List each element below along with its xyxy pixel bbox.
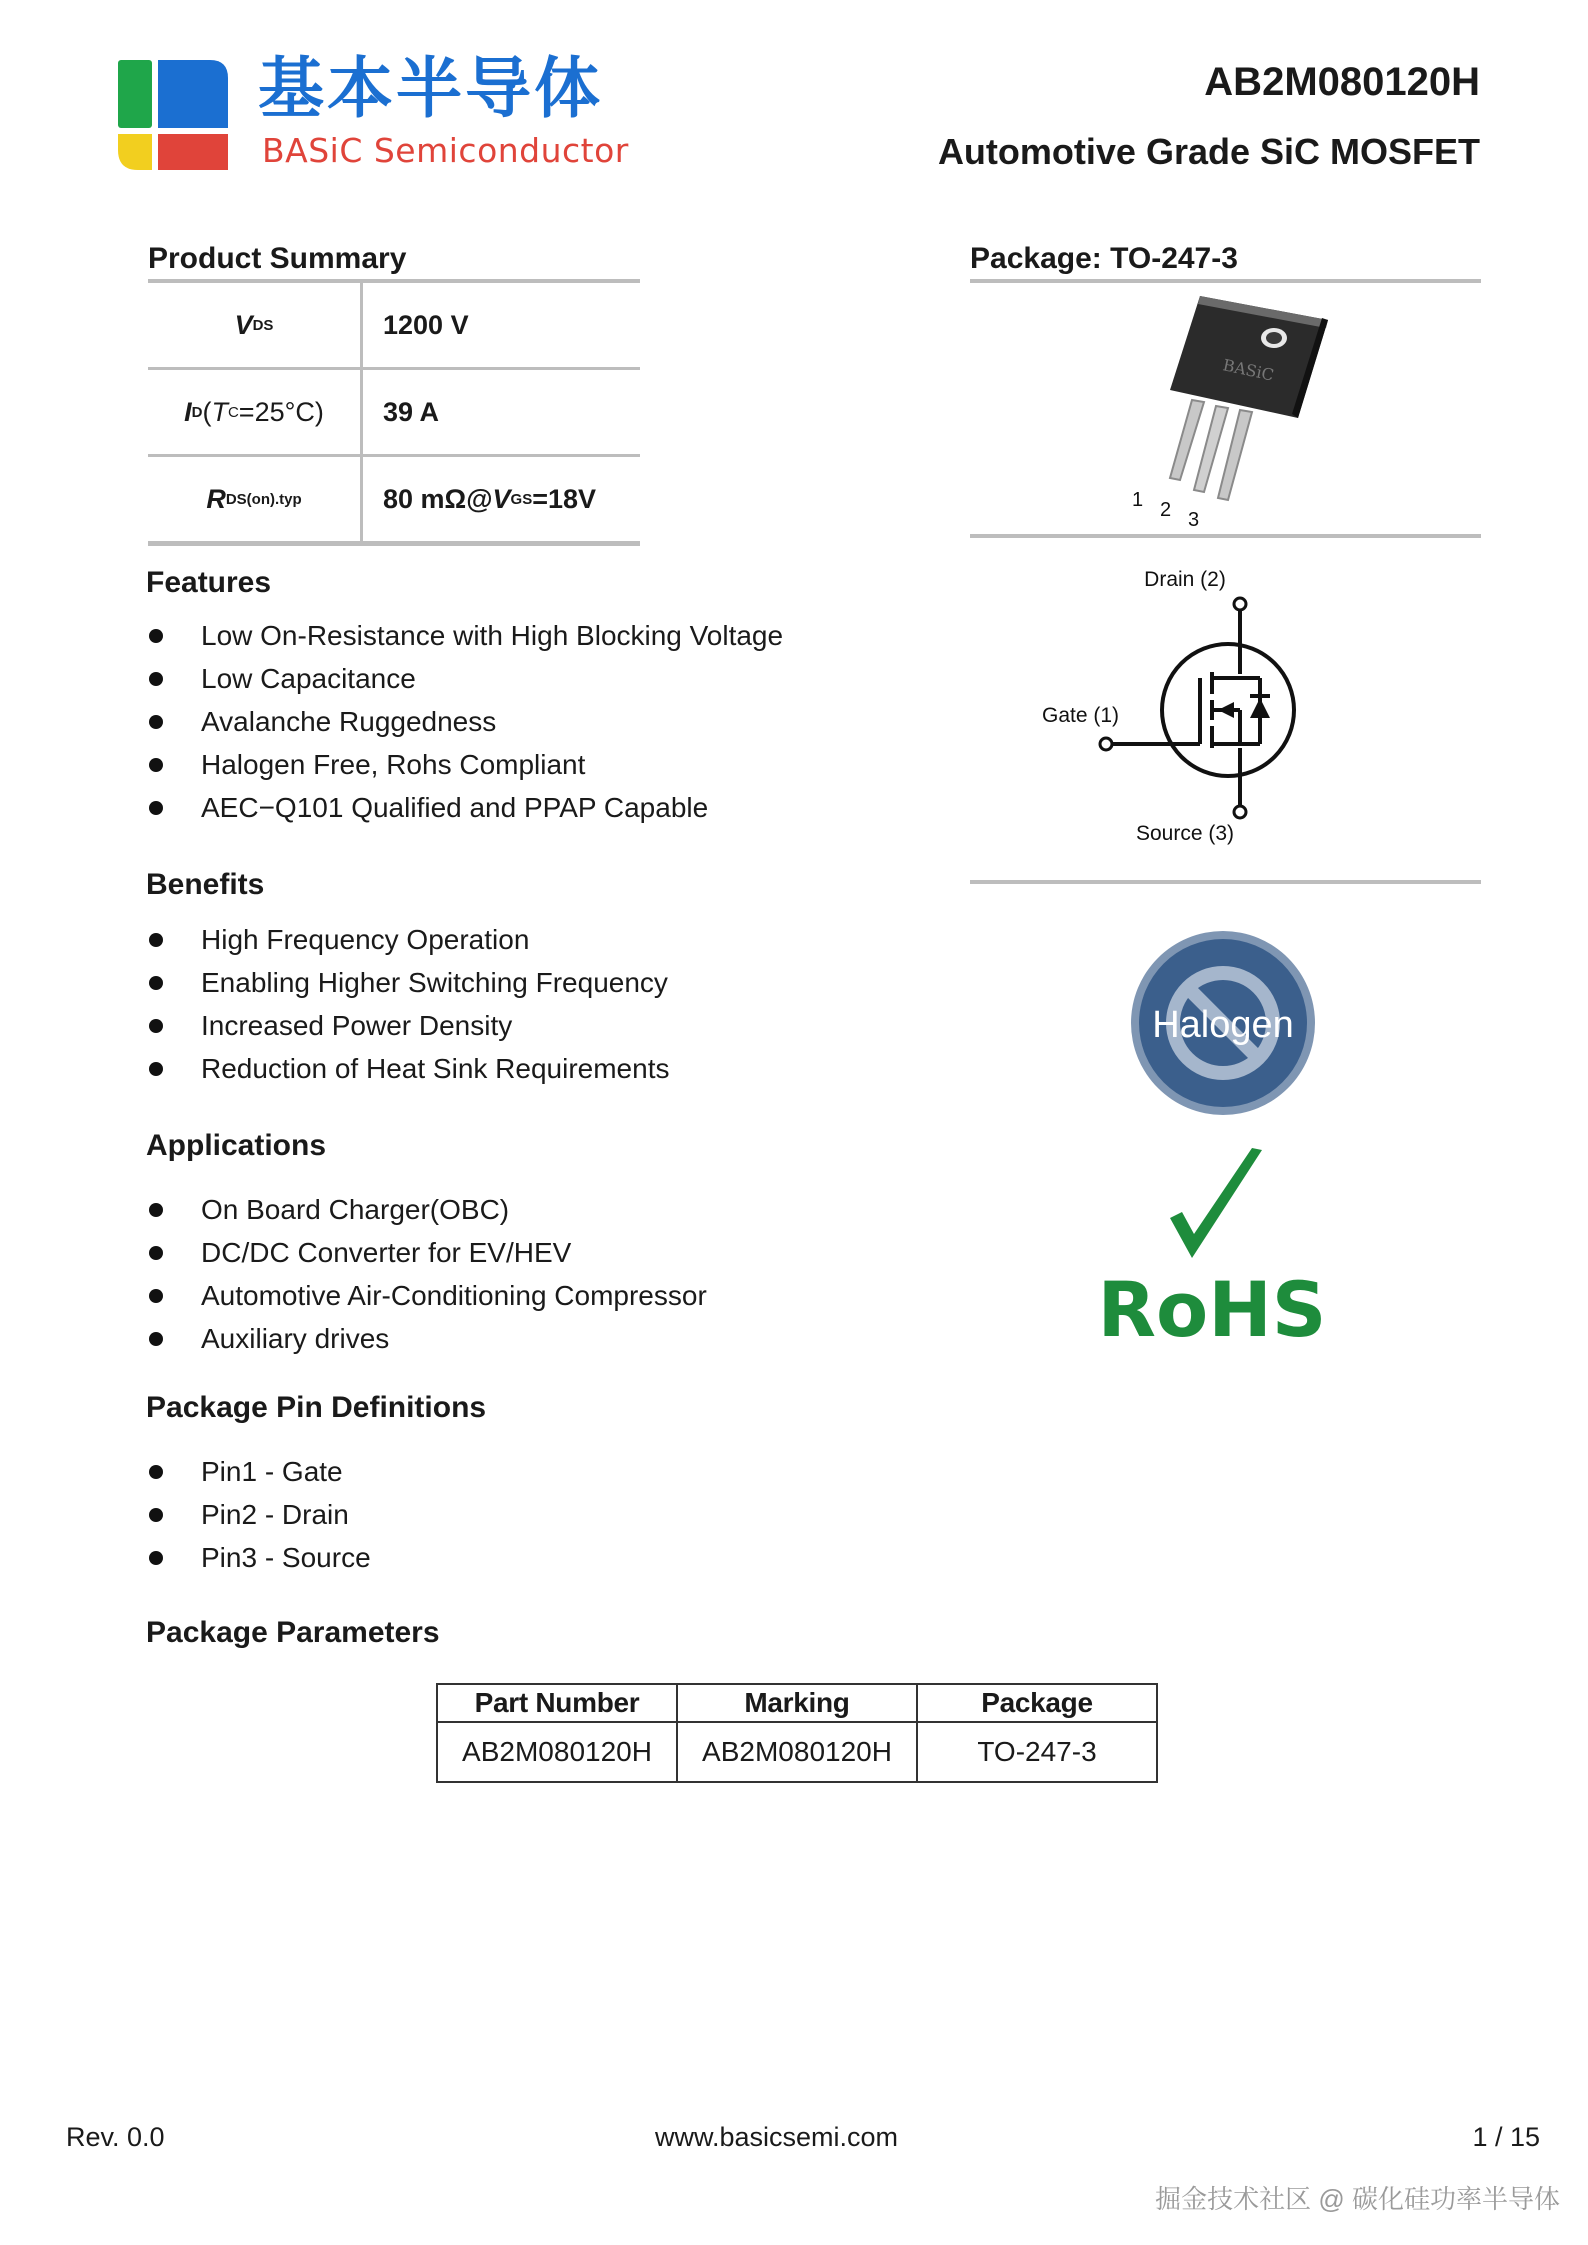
logo-chinese-name: 基本半导体: [258, 50, 603, 127]
bullet-icon: [149, 715, 163, 729]
logo-green-block: [118, 60, 152, 128]
table-cell: AB2M080120H: [677, 1722, 917, 1782]
package-top-rule: [970, 279, 1481, 283]
bullet-icon: [149, 629, 163, 643]
bullet-icon: [149, 1289, 163, 1303]
logo-red-block: [158, 134, 228, 170]
document-subtitle: Automotive Grade SiC MOSFET: [937, 131, 1480, 172]
rohs-label: RoHS: [1097, 1265, 1327, 1354]
summary-row-vds: [148, 283, 640, 370]
package-marking: BASiC: [1221, 355, 1276, 385]
summary-row-id: [148, 370, 640, 457]
summary-symbol: V DS: [148, 283, 363, 367]
product-summary-title: Product Summary: [148, 242, 407, 275]
list-item: Reduction of Heat Sink Requirements: [146, 1047, 669, 1090]
list-item: Automotive Air-Conditioning Compressor: [146, 1274, 707, 1317]
package-leads: [1170, 400, 1252, 500]
channel-arrow-icon: [1218, 702, 1234, 718]
mosfet-symbol-diagram: [1030, 560, 1330, 850]
part-number-title: AB2M080120H: [1204, 60, 1480, 104]
bullet-icon: [149, 1062, 163, 1076]
symbol-bottom-rule: [970, 880, 1481, 884]
list-item: Pin2 - Drain: [146, 1493, 371, 1536]
halogen-free-badge: [1130, 930, 1316, 1116]
rohs-badge: [1097, 1148, 1327, 1354]
list-item: Increased Power Density: [146, 1004, 669, 1047]
bullet-icon: [149, 1246, 163, 1260]
list-item: Avalanche Ruggedness: [146, 700, 783, 743]
table-row: [437, 1722, 1157, 1782]
features-list: [146, 614, 783, 829]
summary-row-rdson: [148, 457, 640, 546]
source-terminal: [1234, 806, 1246, 818]
column-header: Part Number: [437, 1684, 677, 1722]
drain-terminal: [1234, 598, 1246, 610]
package-bottom-rule: [970, 534, 1481, 538]
pin-number-3: 3: [1188, 509, 1200, 531]
source-label: Source (3): [1135, 822, 1235, 845]
logo-blue-block: [158, 60, 228, 128]
list-item: High Frequency Operation: [146, 918, 669, 961]
column-header: Marking: [677, 1684, 917, 1722]
list-item: Enabling Higher Switching Frequency: [146, 961, 669, 1004]
bullet-icon: [149, 1203, 163, 1217]
watermark-text: 掘金技术社区 @ 碳化硅功率半导体: [1155, 2184, 1560, 2214]
product-summary-table: [148, 283, 640, 546]
bullet-icon: [149, 933, 163, 947]
column-header: Package: [917, 1684, 1157, 1722]
bullet-icon: [149, 758, 163, 772]
bullet-icon: [149, 801, 163, 815]
bullet-icon: [149, 1465, 163, 1479]
summary-value: 80 mΩ@ V GS =18V: [383, 483, 597, 514]
checkmark-icon: [1170, 1148, 1262, 1258]
bullet-icon: [149, 1019, 163, 1033]
list-item: Pin3 - Source: [146, 1536, 371, 1579]
gate-terminal: [1100, 738, 1112, 750]
to247-package-image: [1130, 290, 1350, 530]
bullet-icon: [149, 672, 163, 686]
benefits-title: Benefits: [146, 868, 265, 901]
list-item: AEC−Q101 Qualified and PPAP Capable: [146, 786, 783, 829]
pin-number-1: 1: [1132, 489, 1144, 511]
package-parameters-table: [436, 1683, 1158, 1783]
list-item: Auxiliary drives: [146, 1317, 707, 1360]
company-logo: [118, 60, 228, 170]
bullet-icon: [149, 1551, 163, 1565]
pin-definitions-title: Package Pin Definitions: [146, 1391, 487, 1424]
summary-symbol: R DS(on).typ: [148, 457, 363, 541]
benefits-list: [146, 918, 669, 1090]
body-diode-icon: [1250, 698, 1270, 718]
summary-value: 1200 V: [383, 309, 469, 340]
page-number: 1 / 15: [1472, 2122, 1540, 2152]
table-cell: AB2M080120H: [437, 1722, 677, 1782]
applications-list: [146, 1188, 707, 1360]
pin-number-2: 2: [1160, 499, 1172, 521]
summary-symbol: I D ( T C =25°C): [148, 370, 363, 454]
bullet-icon: [149, 1508, 163, 1522]
halogen-label: Halogen: [1152, 1004, 1294, 1046]
list-item: Low Capacitance: [146, 657, 783, 700]
list-item: Halogen Free, Rohs Compliant: [146, 743, 783, 786]
bullet-icon: [149, 1332, 163, 1346]
list-item: On Board Charger(OBC): [146, 1188, 707, 1231]
bullet-icon: [149, 976, 163, 990]
summary-value: 39 A: [383, 396, 440, 427]
package-parameters-title: Package Parameters: [146, 1616, 440, 1649]
package-title: Package: TO-247-3: [970, 242, 1238, 275]
gate-label: Gate (1): [1042, 704, 1120, 727]
website-link[interactable]: www.basicsemi.com: [655, 2122, 899, 2152]
revision-label: Rev. 0.0: [66, 2122, 165, 2152]
table-cell: TO-247-3: [917, 1722, 1157, 1782]
list-item: DC/DC Converter for EV/HEV: [146, 1231, 707, 1274]
table-header-row: [437, 1684, 1157, 1722]
pin-definitions-list: [146, 1450, 371, 1579]
list-item: Low On-Resistance with High Blocking Voltage: [146, 614, 783, 657]
logo-yellow-block: [118, 134, 152, 170]
list-item: Pin1 - Gate: [146, 1450, 371, 1493]
applications-title: Applications: [146, 1129, 327, 1162]
features-title: Features: [146, 566, 272, 599]
logo-english-name: BASiC Semiconductor: [262, 131, 629, 170]
drain-label: Drain (2): [1144, 568, 1226, 591]
